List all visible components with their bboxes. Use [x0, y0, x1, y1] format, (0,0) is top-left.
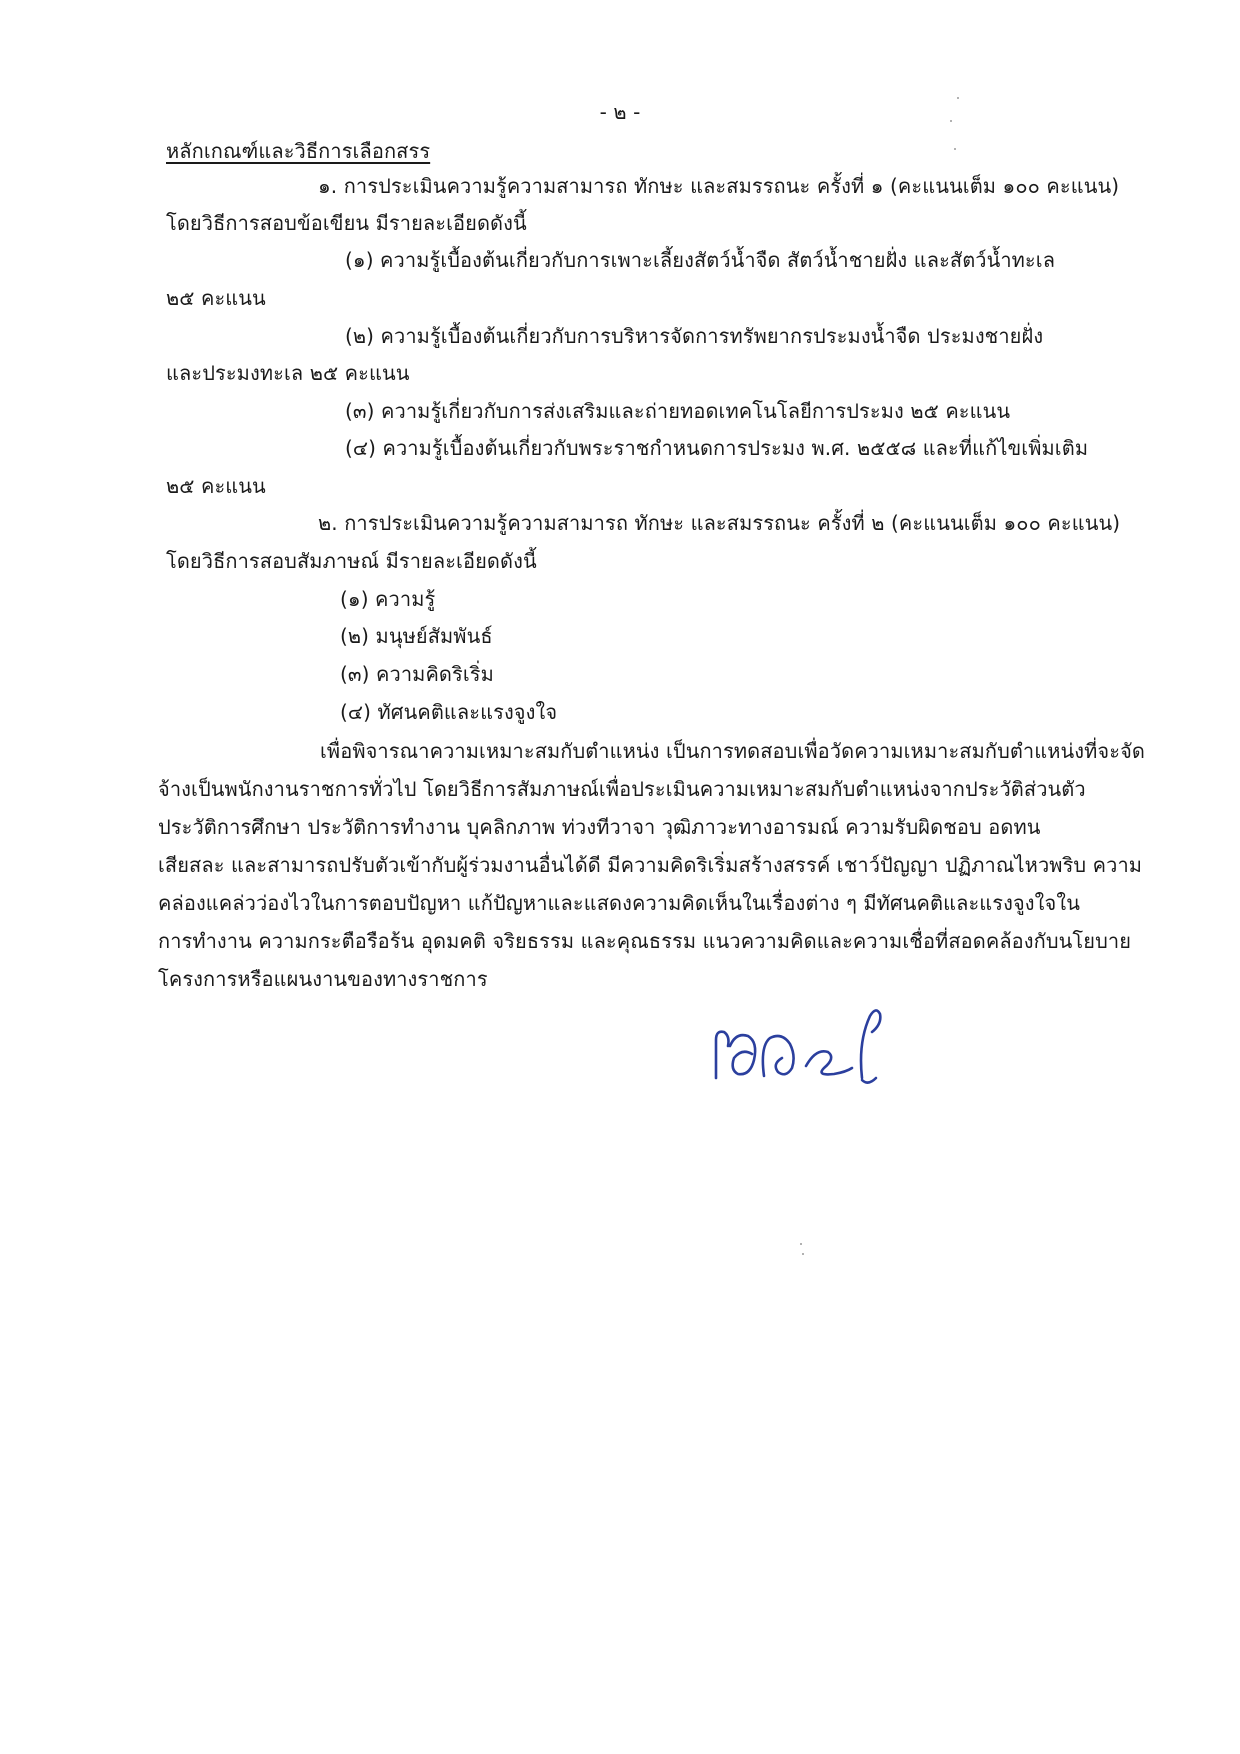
scan-speck [800, 1243, 802, 1245]
section1-item2-line1: (๒) ความรู้เบื้องต้นเกี่ยวกับการบริหารจัดการทรัพยากรประมงน้ำจืด ประมงชายฝั่ง [345, 324, 1044, 348]
paragraph-line2: จ้างเป็นพนักงานราชการทั่วไป โดยวิธีการสัมภาษณ์เพื่อประเมินความเหมาะสมกับตำแหน่งจากประวัติส่วนตัว [158, 777, 1086, 801]
paragraph-line1: เพื่อพิจารณาความเหมาะสมกับตำแหน่ง เป็นการทดสอบเพื่อวัดความเหมาะสมกับตำแหน่งที่จะจัด [320, 739, 1145, 763]
section2-title-line1: ๒. การประเมินความรู้ความสามารถ ทักษะ และสมรรถนะ ครั้งที่ ๒ (คะแนนเต็ม ๑๐๐ คะแนน) [318, 511, 1121, 535]
paragraph-line5: คล่องแคล่วว่องไวในการตอบปัญหา แก้ปัญหาและแสดงความคิดเห็นในเรื่องต่าง ๆ มีทัศนคติและแรงจูงใจใน [158, 891, 1080, 915]
scan-speck [802, 1253, 804, 1255]
section1-item3-line1: (๓) ความรู้เกี่ยวกับการส่งเสริมและถ่ายทอดเทคโนโลยีการประมง ๒๕ คะแนน [345, 399, 1011, 423]
paragraph-line4: เสียสละ และสามารถปรับตัวเข้ากับผู้ร่วมงานอื่นได้ดี มีความคิดริเริ่มสร้างสรรค์ เชาว์ปัญญา ปฏิภาณไหวพริบ ความ [158, 853, 1143, 877]
section1-item1-line1: (๑) ความรู้เบื้องต้นเกี่ยวกับการเพาะเลี้ยงสัตว์น้ำจืด สัตว์น้ำชายฝั่ง และสัตว์น้ำทะเล [345, 248, 1056, 272]
paragraph-line3: ประวัติการศึกษา ประวัติการทำงาน บุคลิกภาพ ท่วงทีวาจา วุฒิภาวะทางอารมณ์ ความรับผิดชอบ อดทน [158, 815, 1041, 839]
section1-item4-line2: ๒๕ คะแนน [166, 474, 266, 498]
section2-item4: (๔) ทัศนคติและแรงจูงใจ [340, 700, 558, 724]
scan-speck [954, 148, 956, 150]
scan-speck [950, 120, 952, 122]
section1-title-line1: ๑. การประเมินความรู้ความสามารถ ทักษะ และสมรรถนะ ครั้งที่ ๑ (คะแนนเต็ม ๑๐๐ คะแนน) [318, 174, 1120, 198]
section1-item2-line2: และประมงทะเล ๒๕ คะแนน [166, 361, 410, 385]
handwritten-signature [712, 1002, 902, 1094]
paragraph-line7: โครงการหรือแผนงานของทางราชการ [158, 967, 488, 991]
section2-item2: (๒) มนุษย์สัมพันธ์ [340, 624, 493, 648]
section1-title-line2: โดยวิธีการสอบข้อเขียน มีรายละเอียดดังนี้ [166, 211, 527, 235]
section1-item4-line1: (๔) ความรู้เบื้องต้นเกี่ยวกับพระราชกำหนดการประมง พ.ศ. ๒๕๕๘ และที่แก้ไขเพิ่มเติม [345, 436, 1089, 460]
scan-speck [957, 97, 959, 99]
page-number: - ๒ - [599, 100, 641, 124]
paragraph-line6: การทำงาน ความกระตือรือร้น อุดมคติ จริยธรรม และคุณธรรม แนวความคิดและความเชื่อที่สอดคล้องกับนโยบาย [158, 929, 1132, 953]
section1-item1-line2: ๒๕ คะแนน [166, 286, 266, 310]
section2-item1: (๑) ความรู้ [340, 587, 436, 611]
section2-title-line2: โดยวิธีการสอบสัมภาษณ์ มีรายละเอียดดังนี้ [166, 549, 537, 573]
document-heading: หลักเกณฑ์และวิธีการเลือกสรร [166, 139, 431, 163]
section2-item3: (๓) ความคิดริเริ่ม [340, 662, 494, 686]
